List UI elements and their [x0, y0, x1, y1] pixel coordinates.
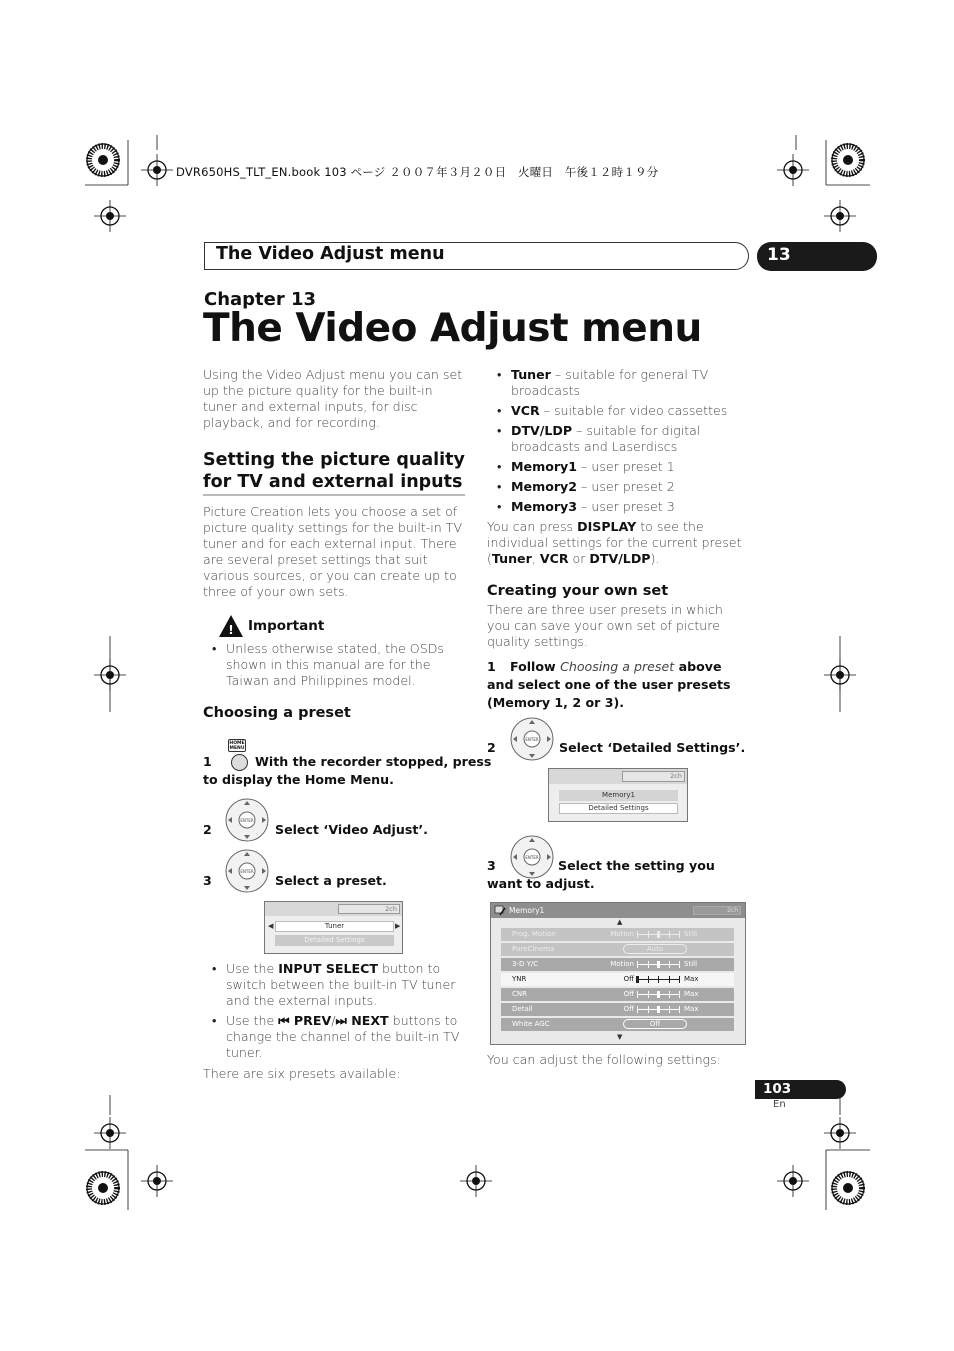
osd-detailed-settings: Detailed Settings	[275, 935, 394, 946]
six-presets-text: There are six presets available:	[203, 1066, 401, 1081]
osd-slider-tick	[669, 976, 670, 983]
bullet-prev-next: • Use the ⏮ PREV/⏭ NEXT buttons to change the channel of the built-in TV tuner.	[212, 1013, 468, 1061]
creating-heading: Creating your own set	[487, 583, 669, 599]
page-number: 103	[755, 1080, 846, 1099]
osd-slider-knob[interactable]	[657, 1006, 660, 1013]
intro-paragraph: Using the Video Adjust menu you can set up the picture quality for the built-in tuner and external inputs, for disc playback, and for recording.	[203, 367, 463, 430]
osd-setting-row[interactable]	[501, 988, 734, 1001]
osd-slider-tick	[669, 1006, 670, 1013]
svg-text:ENTER: ENTER	[525, 737, 539, 742]
osd-memory-select	[548, 768, 688, 822]
osd-slider-tick	[648, 991, 649, 998]
osd-setting-row[interactable]	[501, 973, 734, 986]
osd-slider-knob[interactable]	[657, 991, 660, 998]
preset-list	[497, 367, 747, 519]
creating-body: There are three user presets in which you can save your own set of picture quality settings.	[487, 602, 723, 649]
chapter-label: Chapter 13	[204, 289, 317, 310]
header-title: The Video Adjust menu	[216, 244, 445, 264]
dpad-icon	[509, 716, 555, 762]
svg-text:ENTER: ENTER	[240, 818, 254, 823]
osd-slider-tick	[637, 961, 638, 968]
section-rule	[203, 494, 465, 496]
osd-title: Memory1	[509, 906, 545, 915]
osd-setting-row[interactable]	[501, 943, 734, 956]
step-number: 1	[203, 754, 212, 769]
osd-setting-max: Still	[684, 960, 698, 968]
step-number: 3	[487, 858, 496, 873]
osd-slider-tick	[637, 1006, 638, 1013]
dpad-icon	[224, 848, 270, 894]
osd-slider-tick	[679, 931, 680, 938]
osd-setting-max: Still	[684, 930, 698, 938]
following-text: You can adjust the following settings:	[487, 1052, 721, 1067]
osd-slider-tick	[648, 961, 649, 968]
choosing-heading: Choosing a preset	[203, 705, 351, 721]
section-body: Picture Creation lets you choose a set of picture quality settings for the built-in TV tuner and for each external input. There are several preset settings that suit various sources, or you can create up to three of your own sets.	[203, 504, 463, 599]
preset-item: • VCR – suitable for video cassettes	[497, 403, 747, 419]
osd-memory-row: Memory1	[559, 790, 678, 801]
osd-slider-tick	[679, 1006, 680, 1013]
osd-channel: 2ch	[622, 771, 685, 782]
osd-setting-max: Max	[684, 990, 699, 998]
osd-slider-tick	[679, 976, 680, 983]
osd-setting-label: CNR	[512, 990, 527, 998]
creating-step-3-text: Select the setting you want to adjust.	[487, 858, 715, 891]
osd-channel: 2ch	[693, 906, 741, 915]
creating-step-2-text: Select ‘Detailed Settings’.	[559, 740, 746, 755]
step-number: 2	[487, 740, 496, 755]
step-number: 3	[203, 873, 212, 888]
step-number: 2	[203, 822, 212, 837]
display-note: You can press DISPLAY to see the individual settings for the current preset (Tuner, VCR or DTV/LDP).	[487, 519, 742, 566]
osd-setting-row[interactable]	[501, 928, 734, 941]
osd-slider-tick	[669, 931, 670, 938]
osd-setting-min: Off	[623, 1005, 634, 1013]
language-code: En	[773, 1099, 786, 1110]
osd-slider-tick	[648, 976, 649, 983]
home-menu-button-shape	[231, 754, 248, 771]
osd-channel: 2ch	[338, 904, 400, 914]
page-title: The Video Adjust menu	[203, 306, 702, 351]
home-menu-button: HOME MENU	[229, 741, 245, 751]
warning-icon	[218, 614, 244, 638]
scroll-down-icon: ▼	[617, 1033, 623, 1041]
preset-item: • Memory2 – user preset 2	[497, 479, 747, 495]
osd-setting-min: Motion	[610, 960, 634, 968]
osd-setting-row[interactable]	[501, 1018, 734, 1031]
print-info: DVR650HS_TLT_EN.book 103 ページ ２００７年３月２０日 火曜日 午後１２時１９分	[176, 165, 659, 179]
step-number: 1	[487, 659, 496, 674]
osd-slider-tick	[648, 931, 649, 938]
osd-setting-label: 3-D Y/C	[512, 960, 539, 968]
step-1-text: With the recorder stopped, press	[255, 754, 492, 769]
preset-item: • DTV/LDP – suitable for digital broadcasts and Laserdiscs	[497, 423, 747, 455]
osd-setting-label: PureCinema	[512, 945, 555, 953]
osd-setting-value: Off	[623, 1019, 687, 1029]
osd-setting-max: Max	[684, 975, 699, 983]
osd-slider-tick	[669, 991, 670, 998]
svg-text:ENTER: ENTER	[525, 855, 539, 860]
step-1-text-cont: to display the Home Menu.	[203, 772, 394, 787]
osd-preset-select	[264, 901, 403, 954]
osd-setting-value: Auto	[623, 944, 687, 954]
svg-text:ENTER: ENTER	[240, 869, 254, 874]
osd-setting-min: Off	[623, 975, 634, 983]
osd-setting-max: Max	[684, 1005, 699, 1013]
section-heading: Setting the picture quality for TV and external inputs	[203, 450, 465, 492]
important-list	[212, 641, 466, 693]
osd-slider-tick	[679, 961, 680, 968]
osd-setting-min: Off	[623, 990, 634, 998]
important-item: • Unless otherwise stated, the OSDs shown in this manual are for the Taiwan and Philippines model.	[212, 641, 466, 689]
creating-step-1-text: Follow Choosing a preset above and select one of the user presets (Memory 1, 2 or 3).	[487, 659, 731, 710]
osd-setting-row[interactable]	[501, 1003, 734, 1016]
osd-detailed-settings-selected: Detailed Settings	[559, 803, 678, 814]
osd-slider-knob[interactable]	[657, 931, 660, 938]
osd-setting-row[interactable]	[501, 958, 734, 971]
osd-slider-tick	[637, 991, 638, 998]
osd-slider-knob[interactable]	[636, 976, 639, 983]
dpad-icon	[224, 797, 270, 843]
right-arrow-icon: ▶	[395, 922, 401, 930]
osd-setting-label: White AGC	[512, 1020, 550, 1028]
osd-detailed-settings-panel	[490, 902, 746, 1045]
osd-slider-tick	[679, 991, 680, 998]
preset-item: • Memory3 – user preset 3	[497, 499, 747, 515]
svg-text:!: !	[228, 623, 234, 637]
scroll-up-icon: ▲	[617, 918, 623, 926]
chapter-number-badge: 13	[757, 242, 877, 271]
osd-setting-label: Detail	[512, 1005, 533, 1013]
step-3-text: Select a preset.	[275, 873, 387, 888]
preset-item: • Memory1 – user preset 1	[497, 459, 747, 475]
preset-item: • Tuner – suitable for general TV broadcasts	[497, 367, 747, 399]
osd-setting-min: Motion	[610, 930, 634, 938]
osd-slider-tick	[658, 976, 659, 983]
prev-icon: ⏮	[278, 1013, 290, 1028]
osd-setting-label: YNR	[512, 975, 527, 983]
osd-slider-tick	[648, 1006, 649, 1013]
osd-slider-tick	[637, 931, 638, 938]
osd-slider-tick	[669, 961, 670, 968]
osd-selected-preset: Tuner	[275, 921, 394, 932]
important-label: Important	[248, 618, 325, 634]
left-arrow-icon: ◀	[268, 922, 274, 930]
bullet-input-select: • Use the INPUT SELECT button to switch between the built-in TV tuner and the external inputs.	[212, 961, 468, 1009]
video-adjust-icon	[494, 905, 506, 916]
choosing-bullets	[212, 961, 468, 1065]
osd-slider-knob[interactable]	[657, 961, 660, 968]
osd-setting-label: Prog. Motion	[512, 930, 556, 938]
step-2-text: Select ‘Video Adjust’.	[275, 822, 428, 837]
next-icon: ⏭	[335, 1013, 347, 1028]
